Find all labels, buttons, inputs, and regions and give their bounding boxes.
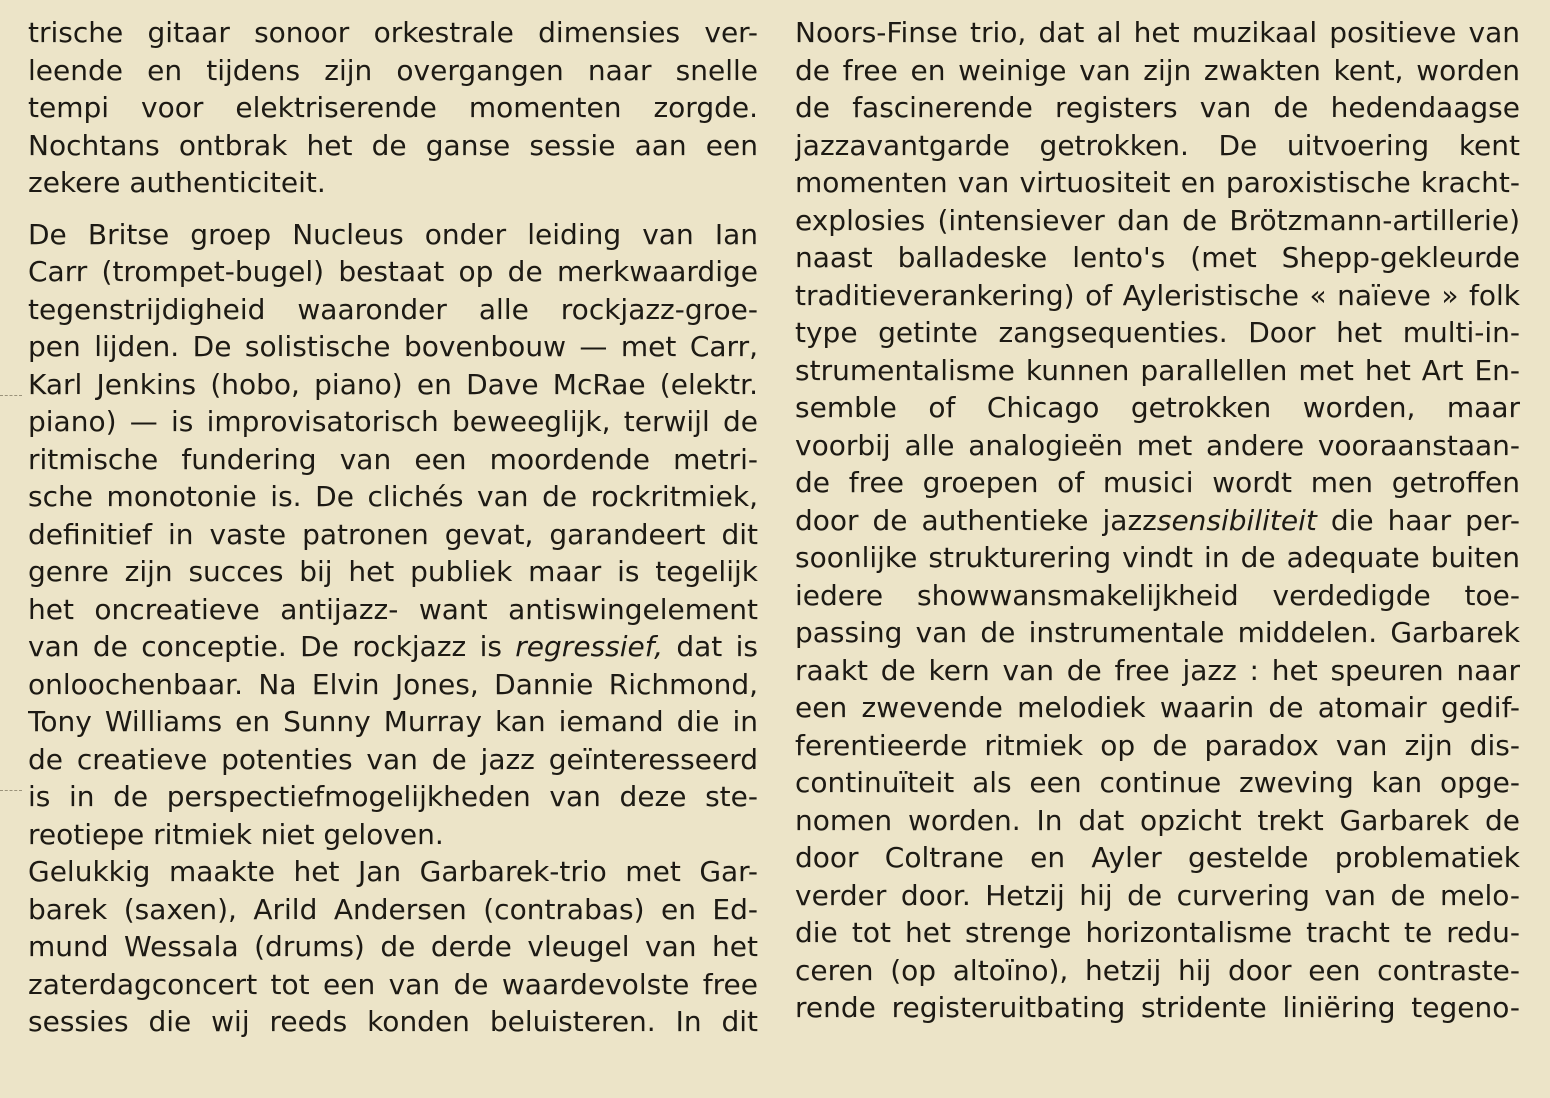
text-segment: genre zijn succes bij het publiek maar is tegelijk bbox=[28, 555, 758, 588]
text-segment: dat is bbox=[663, 630, 758, 663]
text-line bbox=[28, 553, 758, 591]
text-line bbox=[795, 239, 1520, 277]
italic-segment: regressief, bbox=[515, 630, 663, 663]
left-text-column bbox=[28, 14, 758, 1041]
text-line bbox=[28, 591, 758, 629]
margin-mark bbox=[0, 395, 22, 396]
margin-mark bbox=[0, 790, 22, 791]
text-segment: iedere showwansmakelijkheid verdedigde toe- bbox=[795, 578, 1520, 612]
text-segment: explosies (intensiever dan de Brötzmann-artillerie) bbox=[795, 203, 1520, 237]
text-segment: tegenstrijdigheid waaronder alle rockjazz-groe- bbox=[28, 292, 758, 326]
text-segment: ritmische fundering van een moordende metri- bbox=[28, 442, 758, 476]
text-segment: zekere authenticiteit. bbox=[28, 166, 326, 199]
text-segment: nomen worden. In dat opzicht trekt Garbarek de bbox=[795, 803, 1520, 837]
text-line bbox=[28, 403, 758, 441]
text-segment: die haar per- bbox=[1316, 503, 1520, 537]
text-segment: Karl Jenkins (hobo, piano) en Dave McRae (elektr. bbox=[28, 367, 758, 401]
text-line bbox=[28, 891, 758, 929]
text-segment: sessies die wij reeds konden beluisteren. In dit bbox=[28, 1005, 758, 1038]
text-line bbox=[28, 253, 758, 291]
text-segment: pen lijden. De solistische bovenbouw — met Carr, bbox=[28, 330, 758, 363]
text-line bbox=[28, 291, 758, 329]
text-segment: een zwevende melodiek waarin de atomair gedif- bbox=[795, 691, 1520, 724]
text-segment: die tot het strenge horizontalisme tracht te redu- bbox=[795, 916, 1520, 949]
text-line bbox=[28, 127, 758, 165]
text-line bbox=[795, 652, 1520, 690]
text-line bbox=[795, 464, 1520, 502]
text-line bbox=[28, 853, 758, 891]
text-segment: soonlijke strukturering vindt in de adequate buiten bbox=[795, 541, 1520, 574]
text-segment: Gelukkig maakte het Jan Garbarek-trio met Gar- bbox=[28, 855, 758, 888]
text-line bbox=[28, 441, 758, 479]
text-segment: onloochenbaar. Na Elvin Jones, Dannie Richmond, bbox=[28, 667, 758, 701]
text-segment: Nochtans ontbrak het de ganse sessie aan een bbox=[28, 128, 758, 162]
text-segment: mund Wessala (drums) de derde vleugel van het bbox=[28, 930, 758, 963]
text-segment: sche monotonie is. De clichés van de rockritmiek, bbox=[28, 480, 758, 513]
text-line bbox=[795, 314, 1520, 352]
text-line bbox=[795, 89, 1520, 127]
text-segment: leende en tijdens zijn overgangen naar snelle bbox=[28, 53, 758, 87]
text-segment: De Britse groep Nucleus onder leiding van Ian bbox=[28, 217, 758, 251]
text-segment: jazzavantgarde getrokken. De uitvoering kent bbox=[795, 128, 1520, 162]
paragraph-gap bbox=[28, 202, 758, 216]
text-line bbox=[795, 877, 1520, 915]
text-line bbox=[28, 478, 758, 516]
text-line bbox=[795, 689, 1520, 727]
text-line bbox=[28, 89, 758, 127]
text-segment: is in de perspectiefmogelijkheden van deze ste- bbox=[28, 780, 758, 813]
text-line bbox=[28, 1003, 758, 1041]
text-segment: semble of Chicago getrokken worden, maar bbox=[795, 391, 1520, 424]
text-segment: door Coltrane en Ayler gestelde problematiek bbox=[795, 841, 1520, 874]
text-line bbox=[795, 502, 1520, 540]
text-segment: type getinte zangsequenties. Door het multi-in- bbox=[795, 316, 1520, 349]
text-segment: ceren (op altoïno), hetzij hij door een contraste- bbox=[795, 953, 1520, 987]
text-line bbox=[28, 366, 758, 404]
text-segment: ferentieerde ritmiek op de paradox van zijn dis- bbox=[795, 728, 1520, 762]
text-segment: van de conceptie. De rockjazz is bbox=[28, 630, 516, 663]
text-line bbox=[28, 52, 758, 90]
text-segment: de creatieve potenties van de jazz geïnteresseerd bbox=[28, 742, 758, 776]
text-segment: Carr (trompet-bugel) bestaat op de merkwaardige bbox=[28, 255, 758, 288]
text-segment: passing van de instrumentale middelen. Garbarek bbox=[795, 616, 1520, 649]
text-line bbox=[28, 328, 758, 366]
text-segment: voorbij alle analogieën met andere vooraanstaan- bbox=[795, 428, 1520, 462]
text-segment: rende registeruitbating stridente liniëring tegeno- bbox=[795, 991, 1520, 1024]
text-line bbox=[28, 928, 758, 966]
italic-segment: sensibiliteit bbox=[1156, 503, 1317, 537]
text-line bbox=[795, 914, 1520, 952]
text-line bbox=[795, 577, 1520, 615]
text-line bbox=[28, 741, 758, 779]
text-line bbox=[28, 666, 758, 704]
text-segment: definitief in vaste patronen gevat, garandeert dit bbox=[28, 517, 758, 551]
text-line bbox=[795, 727, 1520, 765]
text-segment: raakt de kern van de free jazz : het speuren naar bbox=[795, 653, 1520, 687]
text-segment: tempi voor elektriserende momenten zorgde. bbox=[28, 91, 758, 124]
text-line bbox=[795, 802, 1520, 840]
text-line bbox=[28, 164, 758, 202]
text-segment: momenten van virtuositeit en paroxistische kracht- bbox=[795, 166, 1520, 199]
text-line bbox=[795, 427, 1520, 465]
right-text-column bbox=[795, 14, 1520, 1027]
text-line bbox=[795, 539, 1520, 577]
text-segment: strumentalisme kunnen parallellen met het Art En- bbox=[795, 353, 1520, 387]
text-line bbox=[795, 389, 1520, 427]
text-segment: Noors-Finse trio, dat al het muzikaal positieve van bbox=[795, 16, 1520, 49]
text-segment: de free en weinige van zijn zwakten kent, worden bbox=[795, 53, 1520, 87]
text-line bbox=[28, 516, 758, 554]
text-segment: zaterdagconcert tot een van de waardevolste free bbox=[28, 967, 758, 1001]
text-line bbox=[28, 628, 758, 666]
text-segment: de fascinerende registers van de hedendaagse bbox=[795, 91, 1520, 124]
text-segment: door de authentieke jazz bbox=[795, 503, 1157, 537]
text-segment: naast balladeske lento's (met Shepp-gekleurde bbox=[795, 241, 1520, 274]
text-line bbox=[795, 127, 1520, 165]
text-line bbox=[28, 778, 758, 816]
text-line bbox=[795, 839, 1520, 877]
text-segment: reotiepe ritmiek niet geloven. bbox=[28, 817, 444, 851]
text-line bbox=[795, 14, 1520, 52]
text-segment: verder door. Hetzij hij de curvering van de melo- bbox=[795, 878, 1520, 912]
text-segment: traditieverankering) of Ayleristische « naïeve » folk bbox=[795, 278, 1520, 312]
text-line bbox=[28, 966, 758, 1004]
text-segment: continuïteit als een continue zweving kan opge- bbox=[795, 766, 1520, 799]
text-segment: Tony Williams en Sunny Murray kan iemand die in bbox=[28, 705, 758, 738]
text-line bbox=[28, 703, 758, 741]
text-line bbox=[795, 614, 1520, 652]
text-segment: piano) — is improvisatorisch beweeglijk, terwijl de bbox=[28, 405, 758, 438]
text-line bbox=[795, 277, 1520, 315]
text-line bbox=[28, 14, 758, 52]
text-line bbox=[795, 764, 1520, 802]
text-line bbox=[795, 164, 1520, 202]
text-segment: barek (saxen), Arild Andersen (contrabas) en Ed- bbox=[28, 892, 758, 926]
text-line bbox=[795, 952, 1520, 990]
text-line bbox=[795, 352, 1520, 390]
text-segment: trische gitaar sonoor orkestrale dimensies ver- bbox=[28, 16, 758, 49]
text-line bbox=[795, 202, 1520, 240]
text-line bbox=[795, 989, 1520, 1027]
text-line bbox=[795, 52, 1520, 90]
text-line bbox=[28, 216, 758, 254]
text-segment: de free groepen of musici wordt men getroffen bbox=[795, 466, 1520, 499]
text-segment: het oncreatieve antijazz- want antiswingelement bbox=[28, 592, 758, 626]
text-line bbox=[28, 816, 758, 854]
